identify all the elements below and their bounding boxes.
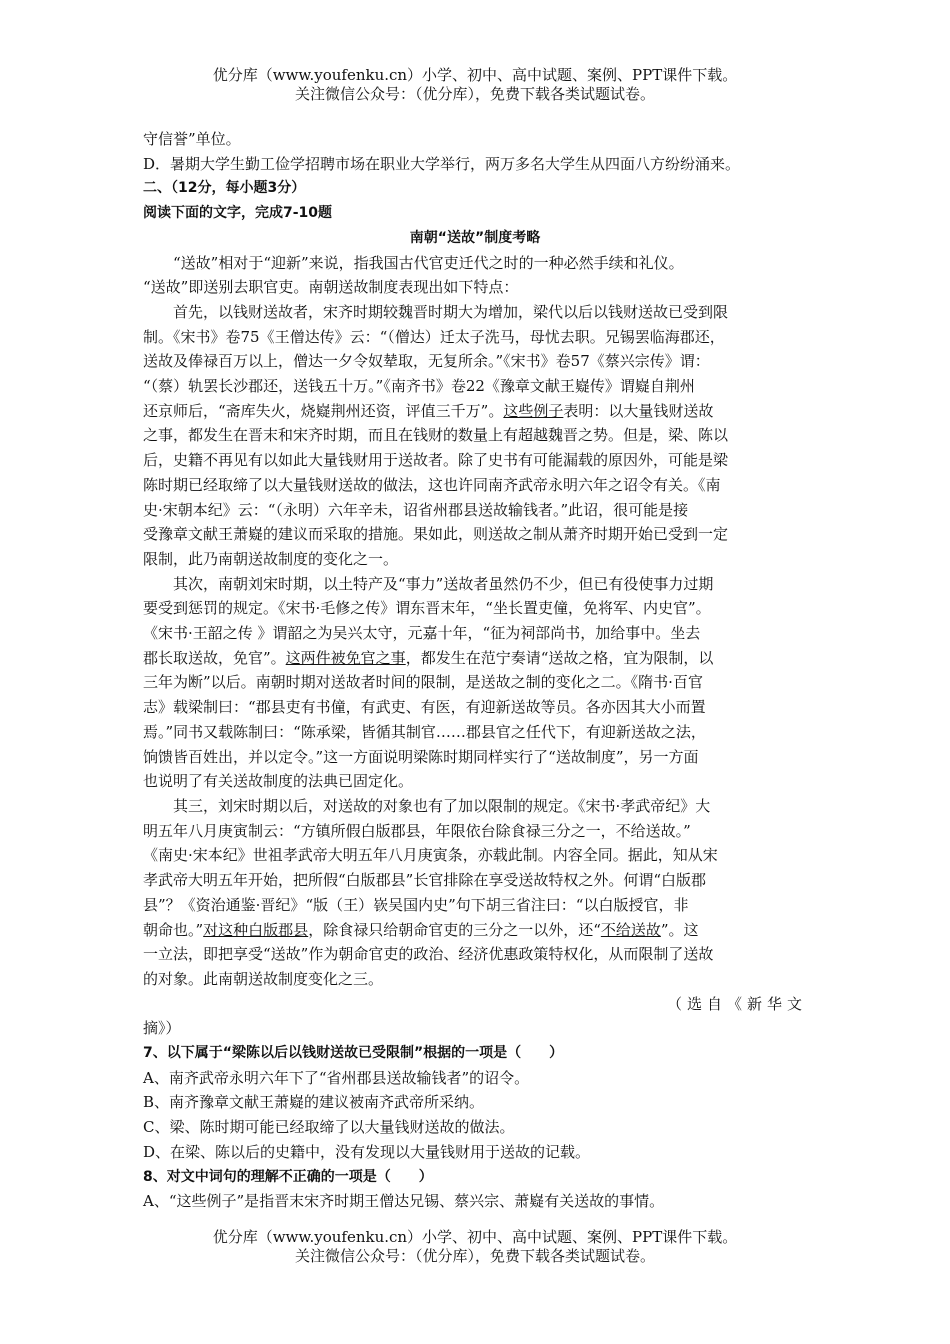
article-paragraph-1: [143, 251, 807, 300]
text-segment: ，都发生在范宁奏请“送故之格，宜为限制，以: [405, 648, 714, 667]
text-line: “送故”即送别去职官吏。南朝送故制度表现出如下特点：: [143, 278, 519, 297]
text-segment: 还京师后，“斋库失火，烧嶷荆州还资，评值三千万”。: [143, 401, 504, 420]
text-line: 志》载梁制曰：“郡县吏有书僮，有武吏、有医，有迎新送故等员。各亦因其大小而置: [143, 698, 706, 717]
text-line: 其三，刘宋时期以后，对送故的对象也有了加以限制的规定。《宋书·孝武帝纪》大: [173, 796, 711, 815]
text-line: 的对象。此南朝送故制度变化之三。: [143, 969, 384, 988]
text-line: 三年为断”以后。南朝时期对送故者时间的限制，是送故之制的变化之二。《隋书·百官: [143, 673, 703, 692]
page-header: [0, 66, 950, 104]
text-line: 焉。”同书又载陈制曰：“陈承梁，皆循其制官……郡县官之任代下，有迎新送故之法，: [143, 722, 706, 741]
text-line: 一立法，即把享受“送故”作为朝命官吏的政治、经济优惠政策特权化，从而限制了送故: [143, 945, 714, 964]
text-line: “（蔡）轨罢长沙郡还，送钱五十万。”《南齐书》卷22《豫章文献王嶷传》谓嶷自荆州: [143, 377, 695, 396]
underlined-phrase: 对这种白版郡县: [203, 920, 309, 939]
text-line: [143, 918, 807, 943]
article-title: 南朝“送故”制度考略: [409, 229, 541, 246]
prev-option-d: D．暑期大学生勤工俭学招聘市场在职业大学举行，两万多名大学生从四面八方纷纷涌来。: [143, 154, 741, 173]
text-line: [143, 399, 807, 424]
footer-line-2: 关注微信公众号：（优分库），免费下载各类试题试卷。: [294, 1247, 655, 1265]
text-line: 之事，都发生在晋末和宋齐时期，而且在钱财的数量上有超越魏晋之势。但是，梁、陈以: [143, 426, 729, 445]
footer-line-1: 优分库（www.youfenku.cn）小学、初中、高中试题、案例、PPT课件下载。: [212, 1228, 738, 1246]
section-heading: 二、（12分，每小题3分）: [143, 180, 306, 197]
text-line: 限制，此乃南朝送故制度的变化之一。: [143, 549, 399, 568]
option-a: A、“这些例子”是指晋末宋齐时期王僧达兄锡、蔡兴宗、萧嶷有关送故的事情。: [143, 1192, 665, 1211]
underlined-phrase: 这些例子: [503, 401, 564, 420]
article-paragraph-2: [143, 300, 807, 572]
text-line: 要受到惩罚的规定。《宋书·毛修之传》谓东晋末年，“坐长置吏僮，免将军、内史官”。: [143, 599, 711, 618]
underlined-phrase: 这两件被免官之事: [285, 648, 406, 667]
document-body: [143, 127, 807, 1214]
text-line: 其次，南朝刘宋时期，以土特产及“事力”送故者虽然仍不少，但已有役使事力过期: [173, 574, 714, 593]
option-c: C、梁、陈时期可能已经取缔了以大量钱财送故的做法。: [143, 1118, 515, 1137]
question-stem: 8、对文中词句的理解不正确的一项是（ ）: [143, 1168, 433, 1185]
question-stem: 7、以下属于“梁陈以后以钱财送故已受限制”根据的一项是（ ）: [143, 1045, 564, 1062]
text-segment: 朝命也。”: [143, 920, 204, 939]
text-segment: ，除食禄只给朝命官吏的三分之一以外，还“: [308, 920, 601, 939]
section-instruction: 阅读下面的文字，完成7-10题: [143, 205, 333, 222]
text-line: 县”？《资治通鉴·晋纪》“版（王）嵚吴国内史”句下胡三省注曰：“以白版授官，非: [143, 895, 689, 914]
option-d: D、在梁、陈以后的史籍中，没有发现以大量钱财用于送故的记载。: [143, 1142, 591, 1161]
question-8: [143, 1165, 807, 1214]
article-paragraph-3: [143, 572, 807, 794]
text-line: 陈时期已经取缔了以大量钱财送故的做法，这也许同南齐武帝永明六年之诏令有关。《南: [143, 475, 721, 494]
text-line: 明五年八月庚寅制云：“方镇所假白版郡县，年限依台除食禄三分之一，不给送故。”: [143, 821, 691, 840]
page-footer: [0, 1228, 950, 1266]
text-line: 首先，以钱财送故者，宋齐时期较魏晋时期大为增加，梁代以后以钱财送故已受到限: [173, 302, 729, 321]
option-b: B、南齐豫章文献王萧嶷的建议被南齐武帝所采纳。: [143, 1093, 485, 1112]
text-segment: 表明：以大量钱财送故: [563, 401, 714, 420]
text-line: 《南史·宋本纪》世祖孝武帝大明五年八月庚寅条，亦载此制。内容全同。据此，知从宋: [143, 846, 718, 865]
text-line: 也说明了有关送故制度的法典已固定化。: [143, 772, 414, 791]
article-paragraph-4: [143, 794, 807, 992]
text-segment: 郡长取送故，免官”。: [143, 648, 286, 667]
text-line: 受豫章文献王萧嶷的建议而采取的措施。果如此，则送故之制从萧齐时期开始已受到一定: [143, 525, 729, 544]
text-segment: ”。这: [660, 920, 699, 939]
header-line-1: 优分库（www.youfenku.cn）小学、初中、高中试题、案例、PPT课件下载。: [212, 66, 738, 84]
question-7: [143, 1041, 807, 1165]
text-line: 送故及俸禄百万以上，僧达一夕令奴辇取，无复所余。”《宋书》卷57《蔡兴宗传》谓：: [143, 352, 710, 371]
underlined-phrase: 不给送故: [600, 920, 661, 939]
text-line: 《宋书·王韶之传 》谓韶之为吴兴太守，元嘉十年，“征为祠部尚书，加给事中。坐去: [143, 624, 701, 643]
option-a: A、南齐武帝永明六年下了“省州郡县送故输钱者”的诏令。: [143, 1068, 530, 1087]
header-line-2: 关注微信公众号：（优分库），免费下载各类试题试卷。: [294, 85, 655, 103]
text-line: [143, 646, 807, 671]
text-line: “送故”相对于“迎新”来说，指我国古代官吏迁代之时的一种必然手续和礼仪。: [173, 253, 684, 272]
text-line: 孝武帝大明五年开始，把所假“白版郡县”长官排除在享受送故特权之外。何谓“白版郡: [143, 871, 707, 890]
text-line: 制。《宋书》卷75《王僧达传》云：“（僧达）迁太子洗马，母忧去职。兄锡罢临海郡还，: [143, 327, 725, 346]
text-line: 后，史籍不再见有以如此大量钱财用于送故者。除了史书有可能漏载的原因外，可能是梁: [143, 451, 729, 470]
text-line: 史·宋朝本纪》云：“（永明）六年辛未，诏省州郡县送故输钱者。”此诏，很可能是接: [143, 500, 689, 519]
text-line: 饷馈皆百姓出，并以定令。”这一方面说明梁陈时期同样实行了“送故制度”，另一方面: [143, 747, 699, 766]
article-source: （选自《新华文: [666, 994, 807, 1013]
article-source-cont: 摘》）: [143, 1019, 181, 1038]
prev-option-continuation: 守信誉”单位。: [143, 130, 241, 148]
